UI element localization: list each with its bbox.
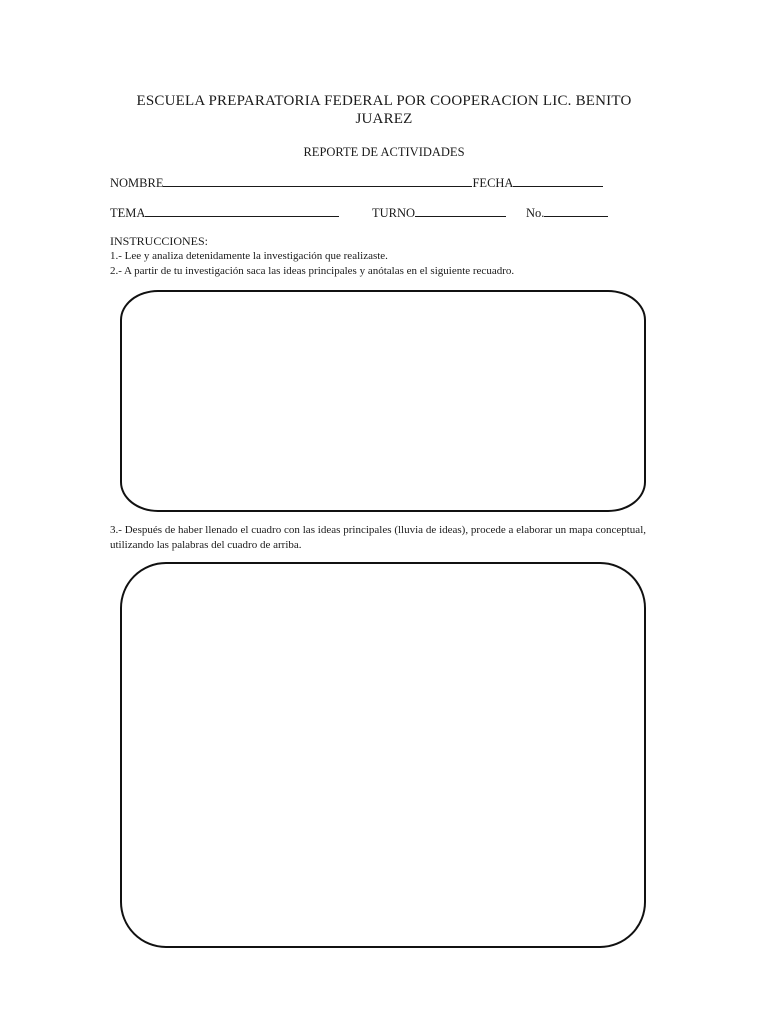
ideas-box[interactable]	[120, 290, 646, 512]
fecha-label: FECHA	[472, 176, 514, 190]
report-title: REPORTE DE ACTIVIDADES	[303, 145, 465, 159]
fecha-blank[interactable]	[513, 174, 603, 187]
nombre-fecha-row	[110, 174, 603, 191]
school-name	[110, 92, 658, 128]
turno-label: TURNO	[372, 206, 416, 220]
numero-blank[interactable]	[544, 204, 608, 217]
instructions-heading: INSTRUCCIONES:	[110, 234, 209, 248]
numero-row	[526, 204, 608, 221]
instruction-step-1: 1.- Lee y analiza detenidamente la investigación que realizaste.	[110, 250, 388, 262]
numero-label: No.	[526, 206, 545, 220]
tema-row	[110, 204, 339, 221]
school-name-line-1: ESCUELA PREPARATORIA FEDERAL POR COOPERACION LIC. BENITO	[136, 93, 632, 109]
concept-map-box[interactable]	[120, 562, 646, 948]
school-name-line-2: JUAREZ	[355, 111, 413, 127]
turno-row	[372, 204, 506, 221]
nombre-blank[interactable]	[163, 174, 472, 187]
instruction-step-3: 3.- Después de haber llenado el cuadro con las ideas principales (lluvia de ideas), procede a elaborar un mapa conceptual, utilizando las palabras del cuadro de arriba.	[110, 524, 646, 551]
tema-blank[interactable]	[145, 204, 339, 217]
instruction-step-2: 2.- A partir de tu investigación saca las ideas principales y anótalas en el siguiente recuadro.	[110, 265, 515, 277]
nombre-label: NOMBRE	[110, 176, 164, 190]
turno-blank[interactable]	[415, 204, 506, 217]
tema-label: TEMA	[110, 206, 146, 220]
